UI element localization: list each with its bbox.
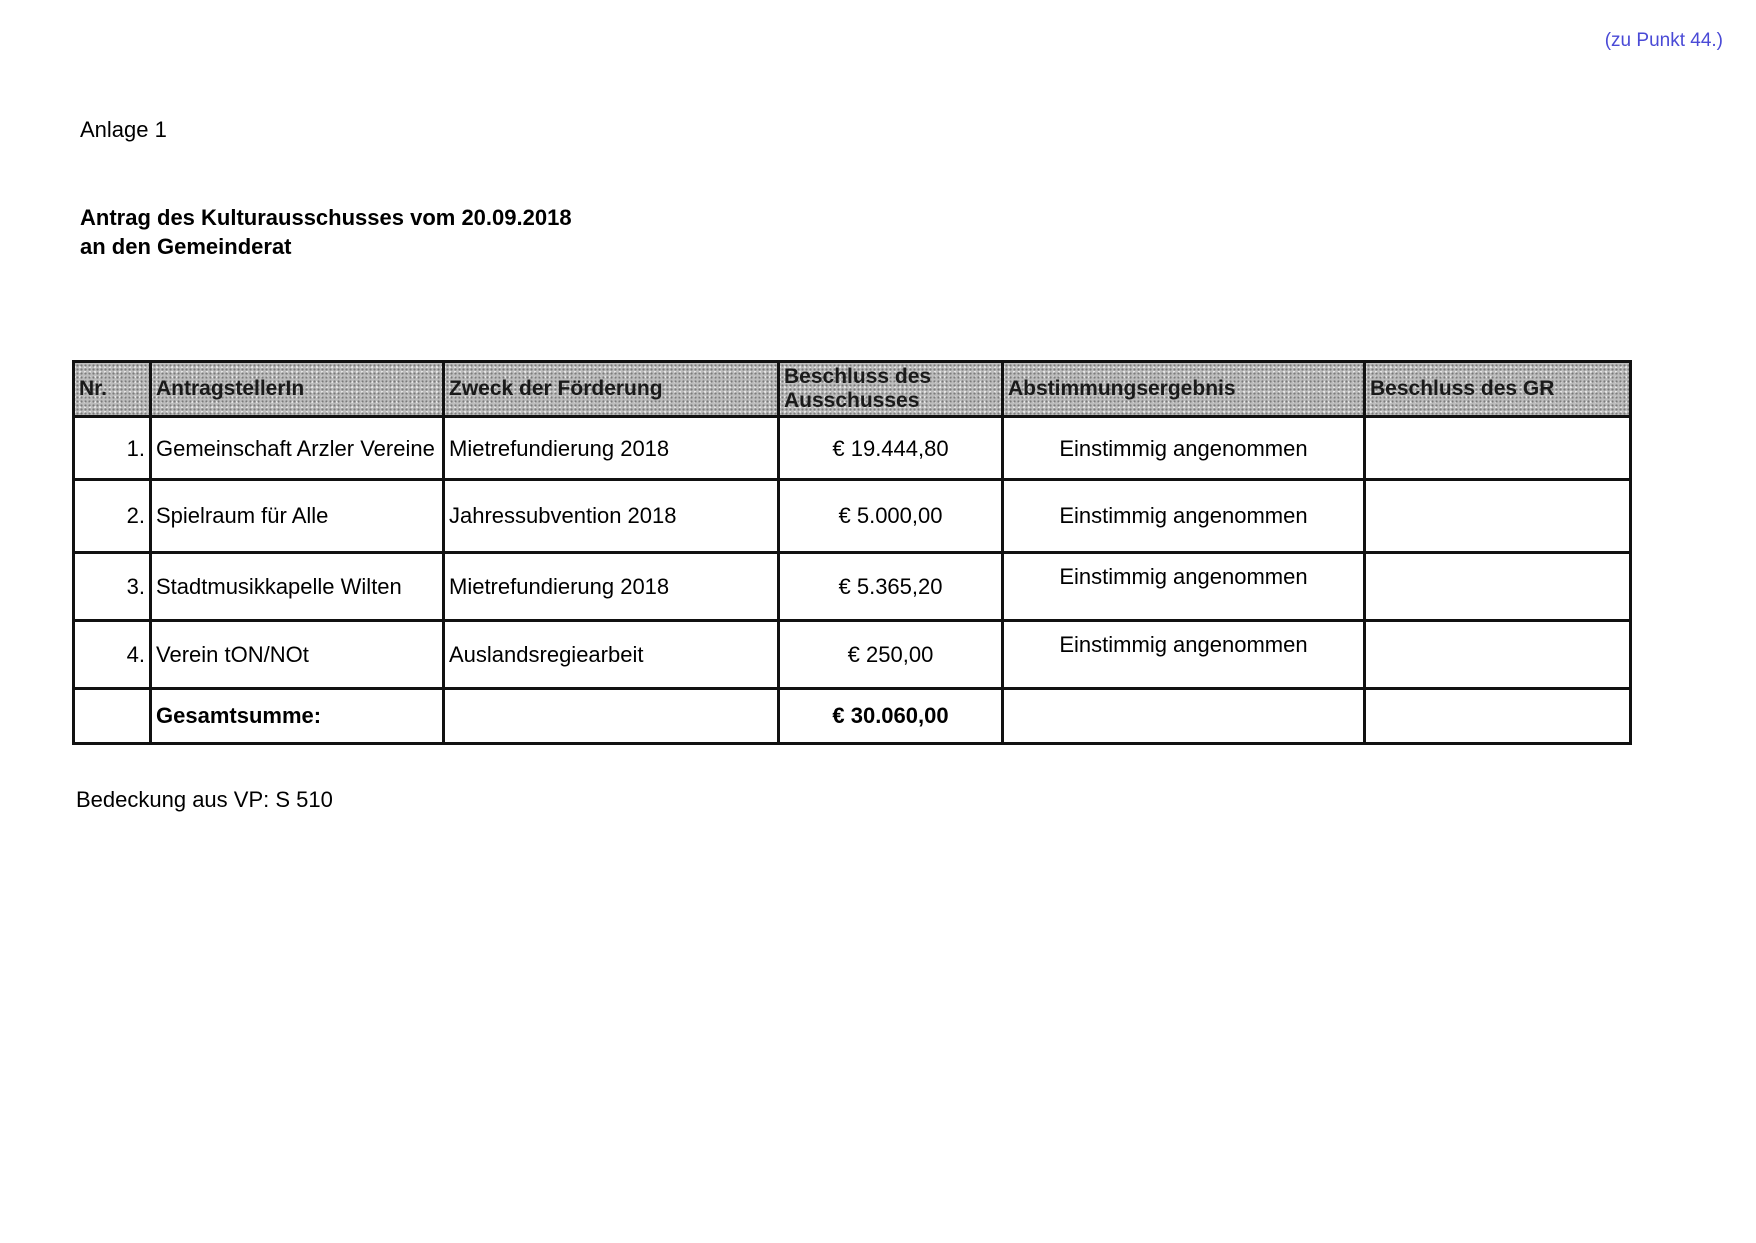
cell-abstimmung: Einstimmig angenommen bbox=[1003, 621, 1365, 689]
cell-beschluss-gr bbox=[1365, 480, 1631, 553]
cell-antragsteller: Stadtmusikkapelle Wilten bbox=[151, 553, 444, 621]
table-row bbox=[74, 621, 1631, 689]
top-note: (zu Punkt 44.) bbox=[1604, 30, 1723, 51]
total-label: Gesamtsumme: bbox=[151, 689, 444, 744]
header-abstimmung: Abstimmungsergebnis bbox=[1003, 362, 1365, 417]
header-beschluss-ausschuss: Beschluss des Ausschusses bbox=[779, 362, 1003, 417]
cell-beschluss-gr bbox=[1365, 621, 1631, 689]
cell-zweck-empty bbox=[444, 689, 779, 744]
cell-beschluss-gr bbox=[1365, 417, 1631, 480]
cell-beschluss-gr bbox=[1365, 553, 1631, 621]
cell-betrag: € 5.000,00 bbox=[779, 480, 1003, 553]
cell-betrag: € 250,00 bbox=[779, 621, 1003, 689]
header-nr: Nr. bbox=[74, 362, 151, 417]
cell-nr: 4. bbox=[74, 621, 151, 689]
cell-abstimmung: Einstimmig angenommen bbox=[1003, 480, 1365, 553]
cell-betrag: € 19.444,80 bbox=[779, 417, 1003, 480]
table-row bbox=[74, 553, 1631, 621]
cell-beschluss-gr-empty bbox=[1365, 689, 1631, 744]
heading-line-2: an den Gemeinderat bbox=[80, 234, 292, 259]
cell-abstimmung: Einstimmig angenommen bbox=[1003, 417, 1365, 480]
total-amount: € 30.060,00 bbox=[779, 689, 1003, 744]
total-row bbox=[74, 689, 1631, 744]
cell-nr-empty bbox=[74, 689, 151, 744]
cell-zweck: Mietrefundierung 2018 bbox=[444, 553, 779, 621]
cell-zweck: Mietrefundierung 2018 bbox=[444, 417, 779, 480]
cell-abstimmung-empty bbox=[1003, 689, 1365, 744]
attachment-label: Anlage 1 bbox=[80, 117, 167, 142]
header-antragsteller: AntragstellerIn bbox=[151, 362, 444, 417]
table-row bbox=[74, 417, 1631, 480]
funding-table bbox=[72, 360, 1632, 745]
header-beschluss-gr: Beschluss des GR bbox=[1365, 362, 1631, 417]
coverage-note: Bedeckung aus VP: S 510 bbox=[76, 787, 333, 812]
cell-betrag: € 5.365,20 bbox=[779, 553, 1003, 621]
cell-antragsteller: Spielraum für Alle bbox=[151, 480, 444, 553]
table-row bbox=[74, 480, 1631, 553]
cell-nr: 2. bbox=[74, 480, 151, 553]
document-heading bbox=[80, 203, 572, 261]
cell-antragsteller: Verein tON/NOt bbox=[151, 621, 444, 689]
cell-nr: 1. bbox=[74, 417, 151, 480]
heading-line-1: Antrag des Kulturausschusses vom 20.09.2018 bbox=[80, 205, 572, 230]
cell-antragsteller: Gemeinschaft Arzler Vereine bbox=[151, 417, 444, 480]
header-zweck: Zweck der Förderung bbox=[444, 362, 779, 417]
cell-nr: 3. bbox=[74, 553, 151, 621]
cell-abstimmung: Einstimmig angenommen bbox=[1003, 553, 1365, 621]
cell-zweck: Auslandsregiearbeit bbox=[444, 621, 779, 689]
cell-zweck: Jahressubvention 2018 bbox=[444, 480, 779, 553]
table-header-row bbox=[74, 362, 1631, 417]
